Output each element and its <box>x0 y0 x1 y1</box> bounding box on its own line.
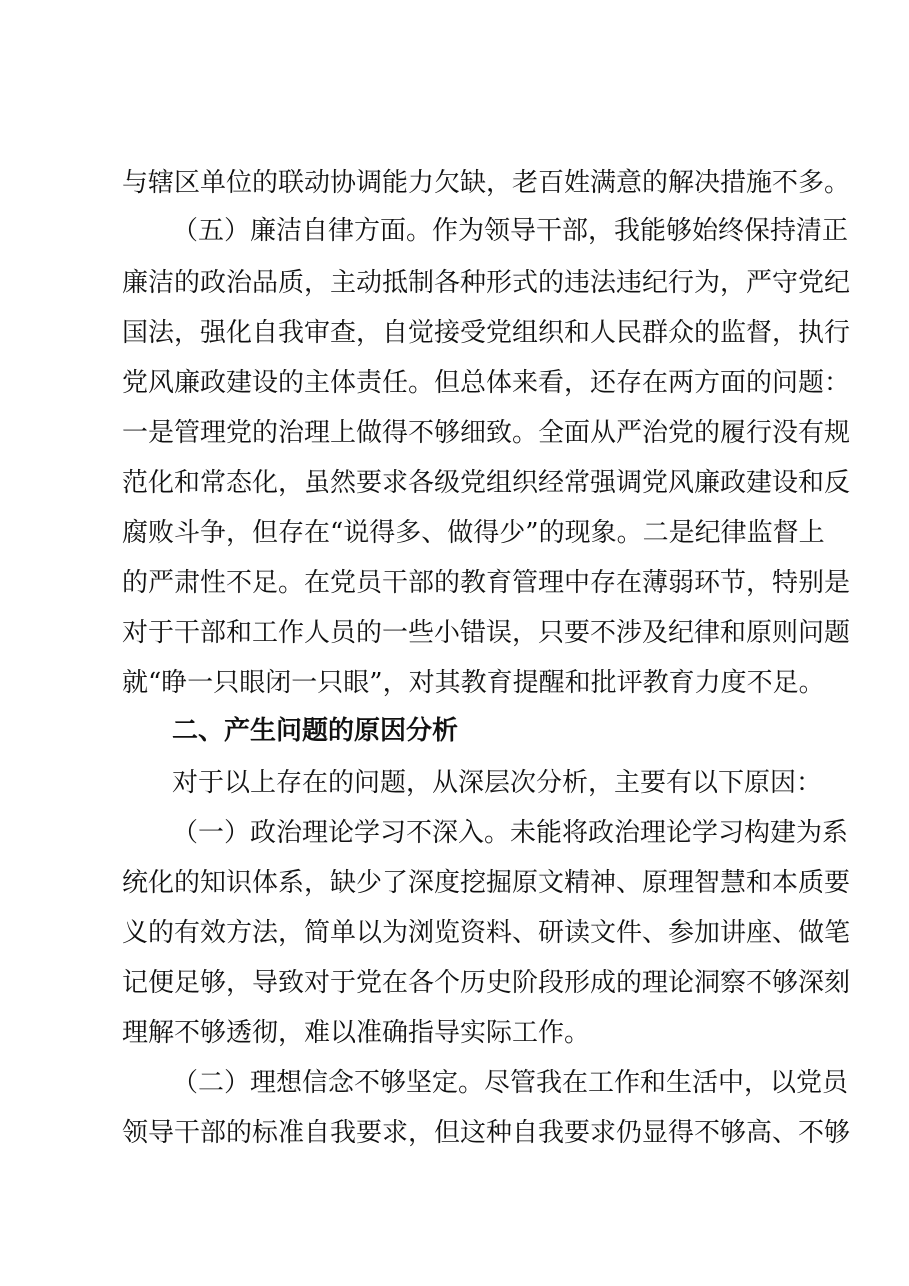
paragraph-line: 党风廉政建设的主体责任。但总体来看，还存在两方面的问题： <box>122 368 851 398</box>
paragraph-line: 的严肃性不足。在党员干部的教育管理中存在薄弱环节，特别是 <box>122 568 851 598</box>
paragraph-line: 一是管理党的治理上做得不够细致。全面从严治党的履行没有规 <box>122 418 851 448</box>
paragraph-line: 理解不够透彻，难以准确指导实际工作。 <box>122 1018 591 1048</box>
paragraph-line: 腐败斗争，但存在“说得多、做得少”的现象。二是纪律监督上 <box>122 518 825 548</box>
section-heading-line: （二）理想信念不够坚定。尽管我在工作和生活中，以党员 <box>172 1068 849 1098</box>
paragraph-line: 统化的知识体系，缺少了深度挖掘原文精神、原理智慧和本质要 <box>122 868 851 898</box>
chapter-heading: 二、产生问题的原因分析 <box>172 716 459 746</box>
section-heading-line: （一）政治理论学习不深入。未能将政治理论学习构建为系 <box>172 818 849 848</box>
paragraph-line: 廉洁的政治品质，主动抵制各种形式的违法违纪行为，严守党纪 <box>122 268 851 298</box>
paragraph-line: 与辖区单位的联动协调能力欠缺，老百姓满意的解决措施不多。 <box>122 168 851 198</box>
paragraph-line: 义的有效方法，简单以为浏览资料、研读文件、参加讲座、做笔 <box>122 918 851 948</box>
paragraph-line: 对于干部和工作人员的一些小错误，只要不涉及纪律和原则问题 <box>122 618 851 648</box>
paragraph-line: 范化和常态化，虽然要求各级党组织经常强调党风廉政建设和反 <box>122 468 851 498</box>
paragraph-line: 领导干部的标准自我要求，但这种自我要求仍显得不够高、不够 <box>122 1118 851 1148</box>
paragraph-line: 国法，强化自我审查，自觉接受党组织和人民群众的监督，执行 <box>122 318 851 348</box>
paragraph-line: 对于以上存在的问题，从深层次分析，主要有以下原因： <box>172 768 823 798</box>
section-heading-line: （五）廉洁自律方面。作为领导干部，我能够始终保持清正 <box>172 216 849 246</box>
paragraph-line: 记便足够，导致对于党在各个历史阶段形成的理论洞察不够深刻 <box>122 968 851 998</box>
paragraph-line: 就“睁一只眼闭一只眼”，对其教育提醒和批评教育力度不足。 <box>122 668 825 698</box>
